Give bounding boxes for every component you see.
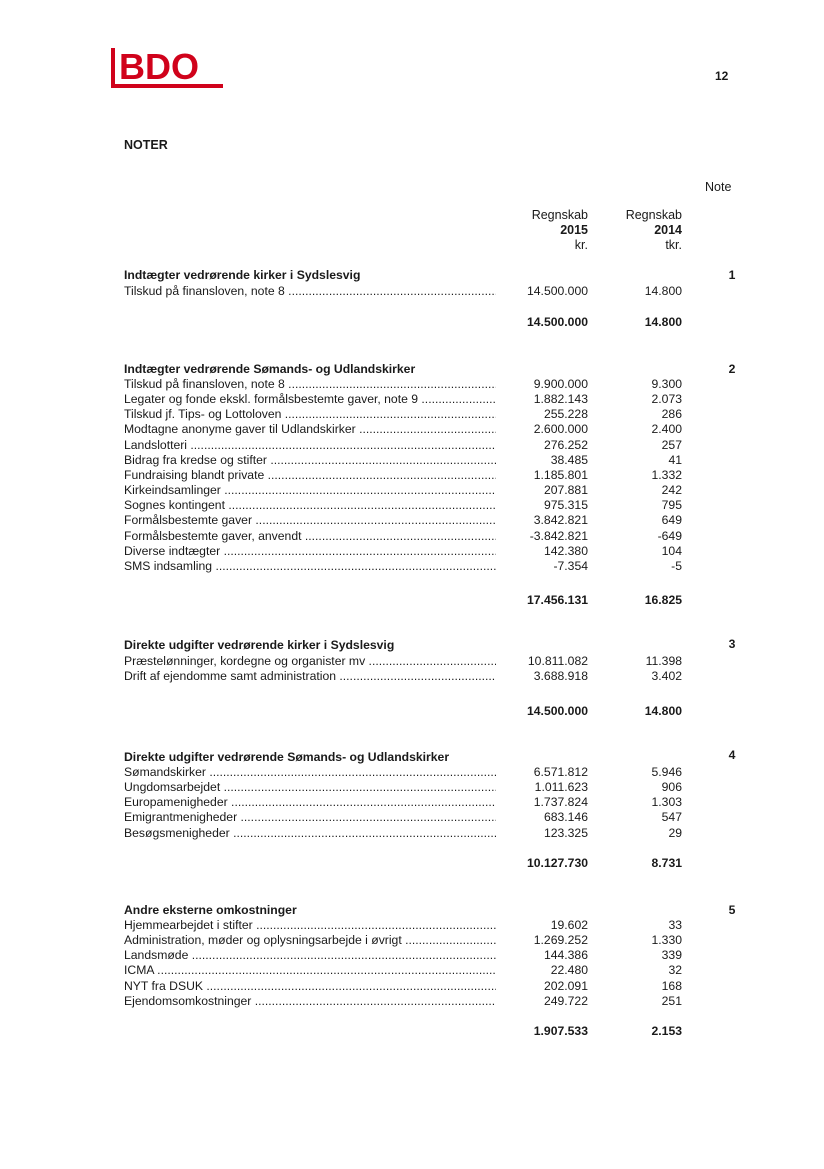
section-title: Andre eksterne omkostninger bbox=[124, 903, 297, 917]
value-2015: 142.380 bbox=[543, 543, 588, 558]
value-2014: 41 bbox=[668, 452, 682, 467]
value-2015: 22.480 bbox=[550, 963, 588, 978]
table-row bbox=[0, 392, 824, 407]
row-label: ICMA ..... bbox=[124, 963, 496, 978]
col1-unit: kr. bbox=[574, 238, 588, 252]
row-label: Besøgsmenigheder ..... bbox=[124, 826, 496, 841]
row-label: Fundraising blandt private ..... bbox=[124, 468, 496, 483]
row-label: Legater og fonde ekskl. formålsbestemte gaver, note 9 ..... bbox=[124, 392, 496, 407]
row-label: Tilskud på finansloven, note 8 ..... bbox=[124, 377, 496, 392]
section-note-number: 1 bbox=[728, 268, 736, 282]
section-note-number: 4 bbox=[728, 748, 736, 762]
value-2014: 251 bbox=[661, 993, 682, 1008]
row-label: Drift af ejendomme samt administration ..... bbox=[124, 669, 496, 684]
total-2014: 14.800 bbox=[644, 704, 682, 718]
section-total bbox=[0, 314, 824, 330]
value-2014: 1.332 bbox=[651, 467, 682, 482]
value-2014: 286 bbox=[661, 407, 682, 422]
col1-year: 2015 bbox=[560, 223, 588, 237]
section-title: Direkte udgifter vedrørende kirker i Sydslesvig bbox=[124, 638, 395, 652]
row-label: Administration, møder og oplysningsarbejde i øvrigt ..... bbox=[124, 933, 496, 948]
section-total bbox=[0, 1023, 824, 1039]
row-label: Sømandskirker ..... bbox=[124, 765, 496, 780]
total-2015: 1.907.533 bbox=[533, 1024, 588, 1038]
total-2015: 17.456.131 bbox=[527, 593, 588, 607]
value-2015: 3.842.821 bbox=[533, 513, 588, 528]
value-2015: 144.386 bbox=[543, 948, 588, 963]
row-label: Tilskud jf. Tips- og Lottoloven ..... bbox=[124, 407, 496, 422]
table-row bbox=[0, 544, 824, 559]
table-row bbox=[0, 483, 824, 498]
value-2015: 3.688.918 bbox=[533, 669, 588, 684]
table-row bbox=[0, 795, 824, 810]
section-title: Indtægter vedrørende Sømands- og Udlandskirker bbox=[124, 362, 416, 376]
table-row bbox=[0, 468, 824, 483]
section-note-number: 3 bbox=[728, 637, 736, 651]
value-2014: 9.300 bbox=[651, 377, 682, 391]
value-2015: 38.485 bbox=[550, 452, 588, 467]
page-number: 12 bbox=[715, 69, 729, 83]
row-label: Formålsbestemte gaver ..... bbox=[124, 513, 496, 528]
table-row bbox=[0, 979, 824, 994]
total-2014: 8.731 bbox=[651, 856, 682, 870]
value-2014: 1.303 bbox=[651, 795, 682, 810]
bdo-logo bbox=[111, 44, 223, 90]
section-total bbox=[0, 703, 824, 719]
total-2015: 14.500.000 bbox=[527, 315, 588, 329]
value-2014: 5.946 bbox=[651, 765, 682, 779]
logo-text: BDO bbox=[119, 46, 199, 87]
row-label: NYT fra DSUK ..... bbox=[124, 979, 496, 994]
value-2014: 795 bbox=[661, 498, 682, 513]
value-2014: 339 bbox=[661, 948, 682, 963]
value-2015: 6.571.812 bbox=[533, 765, 588, 779]
value-2015: 10.811.082 bbox=[527, 654, 588, 668]
row-label: Landsmøde ..... bbox=[124, 948, 496, 963]
table-row bbox=[0, 826, 824, 841]
value-2015: 1.737.824 bbox=[533, 795, 588, 810]
row-label: Formålsbestemte gaver, anvendt ..... bbox=[124, 529, 496, 544]
value-2015: 683.146 bbox=[543, 810, 588, 825]
value-2015: 1.882.143 bbox=[533, 392, 588, 407]
value-2014: 29 bbox=[668, 825, 682, 840]
value-2015: 1.185.801 bbox=[533, 467, 588, 482]
row-label: Landslotteri ..... bbox=[124, 438, 496, 453]
table-row bbox=[0, 963, 824, 978]
value-2014: 2.073 bbox=[651, 392, 682, 407]
value-2015: 9.900.000 bbox=[533, 377, 588, 391]
value-2015: -7.354 bbox=[553, 558, 588, 573]
column-header-2015 bbox=[500, 208, 588, 253]
value-2015: 202.091 bbox=[543, 978, 588, 993]
value-2015: 19.602 bbox=[550, 918, 588, 932]
table-row bbox=[0, 529, 824, 544]
value-2015: 2.600.000 bbox=[533, 422, 588, 437]
value-2014: 2.400 bbox=[651, 422, 682, 437]
value-2014: 33 bbox=[668, 918, 682, 932]
table-row bbox=[0, 948, 824, 963]
column-header-2014 bbox=[600, 208, 682, 253]
row-label: Modtagne anonyme gaver til Udlandskirker ..... bbox=[124, 422, 496, 437]
value-2014: 11.398 bbox=[645, 654, 682, 668]
value-2015: 207.881 bbox=[543, 483, 588, 498]
table-row bbox=[0, 422, 824, 437]
value-2015: 123.325 bbox=[543, 825, 588, 840]
section-title: Indtægter vedrørende kirker i Sydslesvig bbox=[124, 268, 361, 282]
value-2014: -649 bbox=[657, 528, 682, 543]
table-row bbox=[0, 438, 824, 453]
table-row bbox=[0, 559, 824, 574]
value-2014: 14.800 bbox=[644, 284, 682, 298]
value-2014: 1.330 bbox=[651, 933, 682, 948]
row-label: Europamenigheder ..... bbox=[124, 795, 496, 810]
value-2015: 14.500.000 bbox=[527, 284, 588, 298]
value-2014: 168 bbox=[661, 978, 682, 993]
note-column-header: Note bbox=[705, 180, 732, 194]
col2-year: 2014 bbox=[654, 223, 682, 237]
section-total bbox=[0, 855, 824, 871]
row-label: Ejendomsomkostninger ..... bbox=[124, 994, 496, 1009]
value-2015: 1.011.623 bbox=[534, 780, 588, 795]
table-row bbox=[0, 810, 824, 825]
value-2014: 104 bbox=[661, 543, 682, 558]
section-total bbox=[0, 592, 824, 608]
value-2014: 649 bbox=[661, 513, 682, 528]
value-2014: 547 bbox=[661, 810, 682, 825]
value-2015: 1.269.252 bbox=[533, 933, 588, 948]
col2-unit: tkr. bbox=[665, 238, 682, 252]
page-title: NOTER bbox=[124, 138, 168, 152]
table-row bbox=[0, 453, 824, 468]
table-row bbox=[0, 669, 824, 684]
row-label: Ungdomsarbejdet ..... bbox=[124, 780, 496, 795]
section-note-number: 5 bbox=[728, 903, 736, 917]
total-2014: 2.153 bbox=[651, 1024, 682, 1038]
row-label: Hjemmearbejdet i stifter ..... bbox=[124, 918, 496, 933]
value-2015: 975.315 bbox=[543, 498, 588, 513]
table-row bbox=[0, 407, 824, 422]
value-2014: 3.402 bbox=[651, 669, 682, 684]
row-label: Bidrag fra kredse og stifter ..... bbox=[124, 453, 496, 468]
section-note-number: 2 bbox=[728, 362, 736, 376]
row-label: Præstelønninger, kordegne og organister mv ..... bbox=[124, 654, 496, 669]
col1-label: Regnskab bbox=[531, 208, 588, 222]
value-2014: 257 bbox=[661, 437, 682, 452]
value-2014: 242 bbox=[661, 483, 682, 498]
value-2014: 906 bbox=[661, 780, 682, 795]
col2-label: Regnskab bbox=[625, 208, 682, 222]
table-row bbox=[0, 780, 824, 795]
value-2015: 255.228 bbox=[543, 407, 588, 422]
row-label: SMS indsamling ..... bbox=[124, 559, 496, 574]
row-label: Tilskud på finansloven, note 8 ..... bbox=[124, 284, 496, 299]
total-2015: 14.500.000 bbox=[527, 704, 588, 718]
table-row bbox=[0, 765, 824, 780]
table-row bbox=[0, 994, 824, 1009]
row-label: Sognes kontingent ..... bbox=[124, 498, 496, 513]
total-2014: 14.800 bbox=[644, 315, 682, 329]
total-2014: 16.825 bbox=[644, 593, 682, 607]
table-row bbox=[0, 498, 824, 513]
table-row bbox=[0, 377, 824, 392]
row-label: Emigrantmenigheder ..... bbox=[124, 810, 496, 825]
table-row bbox=[0, 933, 824, 948]
table-row bbox=[0, 284, 824, 299]
value-2014: -5 bbox=[671, 558, 682, 573]
row-label: Diverse indtægter ..... bbox=[124, 544, 496, 559]
value-2014: 32 bbox=[668, 963, 682, 978]
value-2015: -3.842.821 bbox=[529, 528, 588, 543]
section-title: Direkte udgifter vedrørende Sømands- og Udlandskirker bbox=[124, 750, 450, 764]
value-2015: 276.252 bbox=[543, 437, 588, 452]
table-row bbox=[0, 918, 824, 933]
value-2015: 249.722 bbox=[543, 993, 588, 1008]
table-row bbox=[0, 513, 824, 528]
total-2015: 10.127.730 bbox=[527, 856, 588, 870]
row-label: Kirkeindsamlinger ..... bbox=[124, 483, 496, 498]
table-row bbox=[0, 654, 824, 669]
